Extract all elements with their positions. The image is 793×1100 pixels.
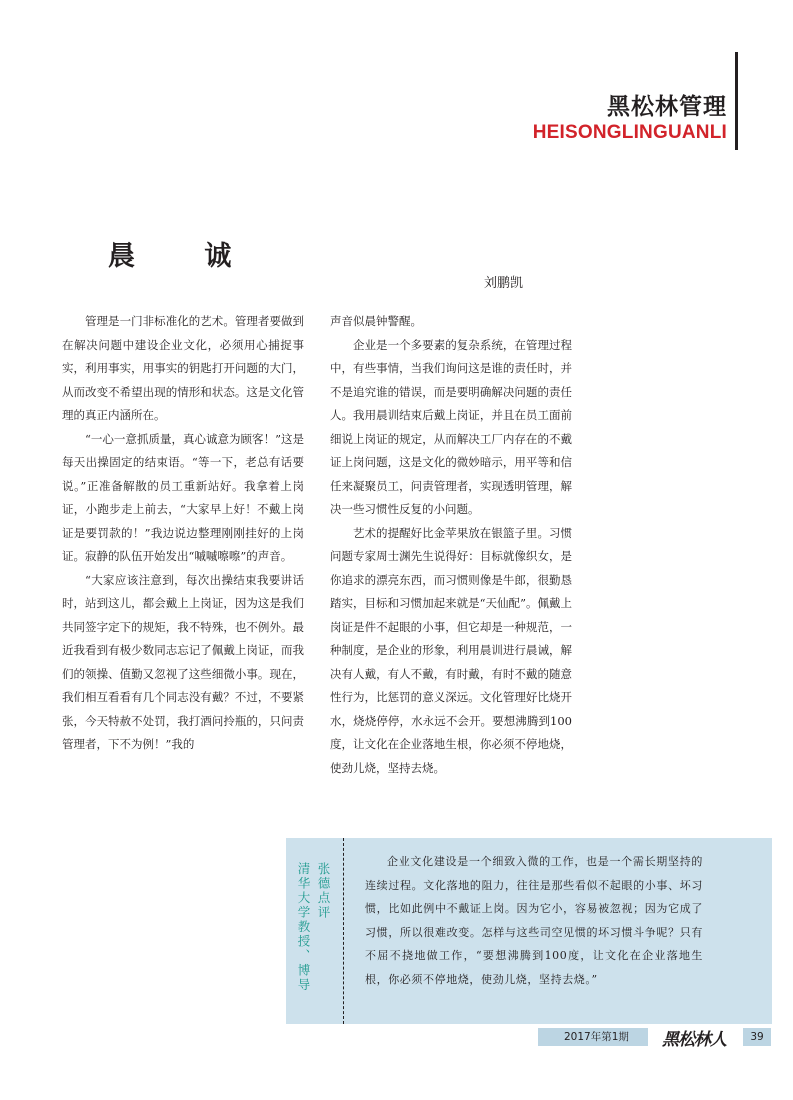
section-title: 黑松林管理 [607, 94, 727, 120]
paragraph: “大家应该注意到，每次出操结束我要讲话时，站到这儿，都会戴上上岗证，因为这是我们共同签字定下的规矩，我不特殊，也不例外。最近我看到有极少数同志忘记了佩戴上岗证，而我们的领操、值勤又忽视了这些细微小事。现在，我们相互看看有几个同志没有戴？不过，不要紧张，今天特赦不处罚，我打酒问拎瓶的，只问责管理者，下不为例！”我的 [62, 572, 304, 751]
footer-issue-label [538, 1028, 648, 1046]
paragraph-continuation: 声音似晨钟警醒。 [330, 314, 422, 328]
page-number: 39 [743, 1028, 771, 1046]
commentary-text [365, 850, 703, 991]
article-author: 刘鹏凯 [484, 276, 524, 291]
paragraph: 艺术的提醒好比金苹果放在银篮子里。习惯问题专家周士渊先生说得好：目标就像织女，是你追求的漂亮东西，而习惯则像是牛郎，很勤恳踏实，目标和习惯加起来就是“天仙配”。佩戴上岗证是件不起眼的小事，但它却是一种规范，一种制度，是企业的形象，利用晨训进行晨诫，解决有人戴，有人不戴，有时戴，有时不戴的随意性行为，比惩罚的意义深远。文化管理好比烧开水，烧烧停停，水永远不会开。要想沸腾到100度，让文化在企业落地生根，你必须不停地烧，使劲儿烧，坚持去烧。 [330, 525, 572, 775]
commentary-paragraph: 企业文化建设是一个细致入微的工作，也是一个需长期坚持的连续过程。文化落地的阻力，往往是那些看似不起眼的小事、坏习惯，比如此例中不戴证上岗。因为它小，容易被忽视；因为它成了习惯，所以很难改变。怎样与这些司空见惯的坏习惯斗争呢？只有不屈不挠地做工作，“要想沸腾到100度，让文化在企业落地生根，你必须不停地烧，使劲儿烧，坚持去烧。” [365, 855, 703, 986]
commentary-reviewer: 张德点评 [316, 862, 331, 920]
section-pinyin: HEISONGLINGUANLI [532, 122, 727, 143]
right-column [330, 310, 572, 780]
left-column [62, 310, 304, 757]
paragraph: “一心一意抓质量，真心诚意为顾客！”这是每天出操固定的结束语。“等一下，老总有话要说。”正准备解散的员工重新站好。我拿着上岗证，小跑步走上前去，“大家早上好！不戴上岗证是要罚款的！”我边说边整理刚刚挂好的上岗证。寂静的队伍开始发出“嘁嘁嚓嚓”的声音。 [62, 431, 304, 563]
issue-text: 2017年第1期 [564, 1031, 629, 1043]
magazine-logo: 黑松林人 [662, 1030, 726, 1050]
commentary-dashed-divider [343, 838, 344, 1024]
header-divider-bar [735, 52, 738, 150]
commentary-reviewer-title: 清华大学教授、博导 [296, 862, 311, 993]
paragraph: 企业是一个多要素的复杂系统，在管理过程中，有些事情，当我们询问这是谁的责任时，并不是追究谁的错误，而是要明确解决问题的责任人。我用晨训结束后戴上岗证，并且在员工面前细说上岗证的规定，从而解决工厂内存在的不戴证上岗问题，这是文化的微妙暗示，用平等和信任来凝聚员工，问责管理者，实现透明管理，解决一些习惯性反复的小问题。 [330, 337, 572, 516]
article-title: 晨 诚 [108, 241, 262, 272]
paragraph: 管理是一门非标准化的艺术。管理者要做到在解决问题中建设企业文化，必须用心捕捉事实，利用事实，用事实的钥匙打开问题的大门，从而改变不希望出现的情形和状态。这是文化管理的真正内涵所在。 [62, 314, 304, 422]
